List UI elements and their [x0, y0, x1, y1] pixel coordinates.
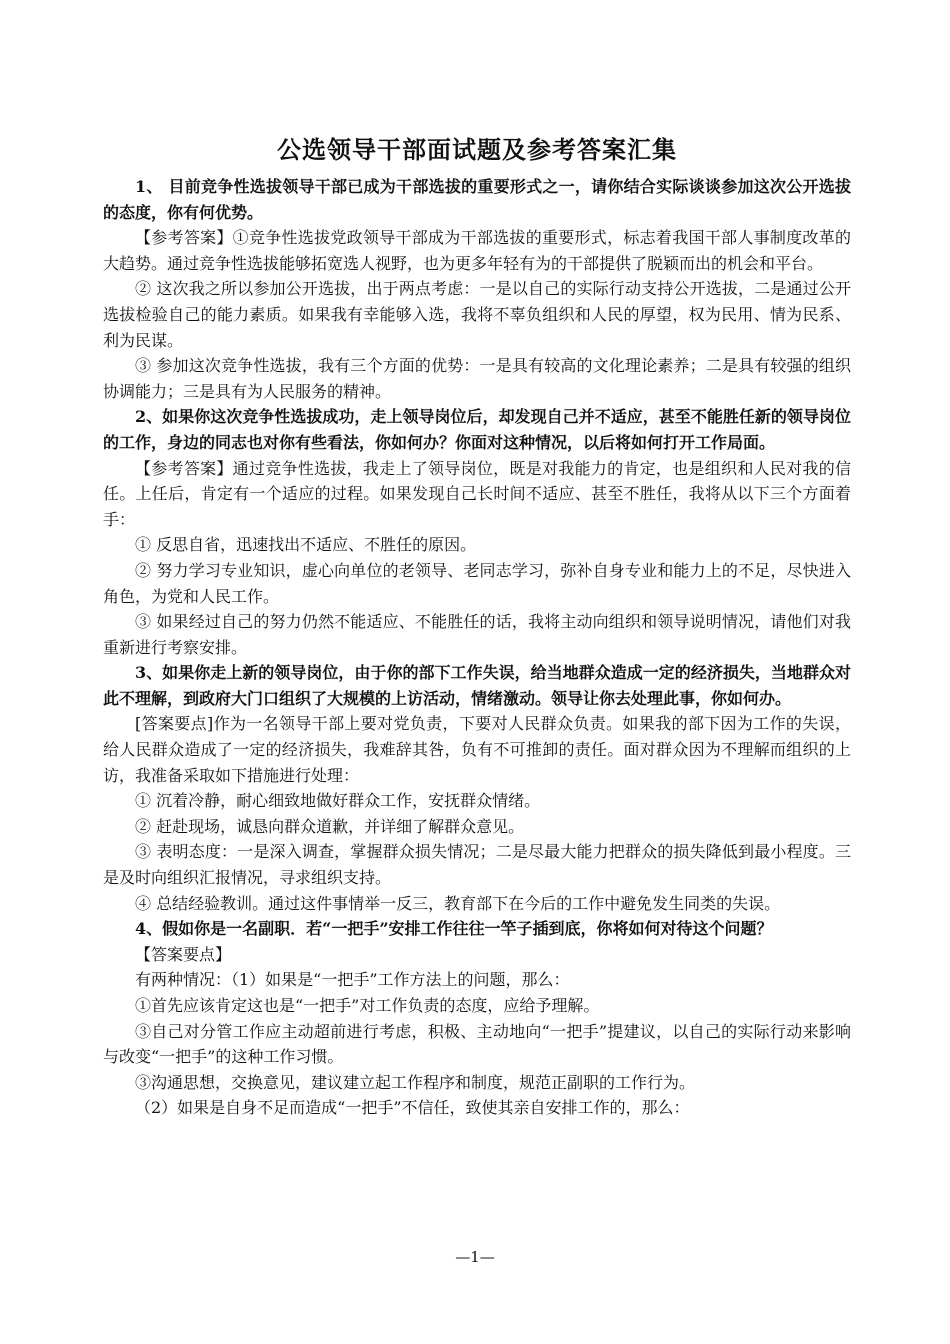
answer-paragraph: 【答案要点】: [135, 944, 232, 964]
question-paragraph: 1、 目前竞争性选拔领导干部已成为干部选拔的重要形式之一，请你结合实际谈谈参加这次公开选拔的态度，你有何优势。: [103, 177, 851, 222]
answer-paragraph: ③ 参加这次竞争性选拔，我有三个方面的优势：一是具有较高的文化理论素养；二是具有较强的组织协调能力；三是具有为人民服务的精神。: [103, 356, 851, 401]
answer-paragraph: （2）如果是自身不足而造成“一把手”不信任，致使其亲自安排工作的，那么：: [135, 1098, 690, 1118]
answer-paragraph: 【参考答案】①竞争性选拔党政领导干部成为干部选拔的重要形式，标志着我国干部人事制度改革的大趋势。通过竞争性选拔能够拓宽选人视野，也为更多年轻有为的干部提供了脱颖而出的机会和平台。: [103, 228, 851, 273]
answer-paragraph: ③ 如果经过自己的努力仍然不能适应、不能胜任的话，我将主动向组织和领导说明情况，请他们对我重新进行考察安排。: [103, 612, 851, 657]
question-paragraph: 4、假如你是一名副职．若“一把手”安排工作往往一竿子插到底，你将如何对待这个问题？: [135, 919, 773, 939]
answer-paragraph: ② 这次我之所以参加公开选拔，出于两点考虑：一是以自己的实际行动支持公开选拔，二是通过公开选拔检验自己的能力素质。如果我有幸能够入选，我将不辜负组织和人民的厚望，权为民用、情为民系、利为民谋。: [103, 279, 851, 350]
answer-paragraph: ① 反思自省，迅速找出不适应、不胜任的原因。: [135, 535, 477, 555]
answer-paragraph: ③ 表明态度：一是深入调查，掌握群众损失情况；二是尽最大能力把群众的损失降低到最小程度。三是及时向组织汇报情况，寻求组织支持。: [103, 842, 851, 888]
answer-paragraph: ③沟通思想，交换意见，建议建立起工作程序和制度，规范正副职的工作行为。: [135, 1072, 696, 1092]
question-paragraph: 3、如果你走上新的领导岗位，由于你的部下工作失误，给当地群众造成一定的经济损失，当地群众对此不理解，到政府大门口组织了大规模的上访活动，情绪激动。领导让你去处理此事，你如何办。: [103, 663, 851, 708]
page-number: —1—: [455, 1248, 495, 1266]
document-title: 公选领导干部面试题及参考答案汇集: [277, 135, 677, 164]
question-paragraph: 2、如果你这次竞争性选拔成功，走上领导岗位后，却发现自己并不适应，甚至不能胜任新的领导岗位的工作，身边的同志也对你有些看法，你如何办？你面对这种情况，以后将如何打开工作局面。: [103, 407, 851, 452]
answer-paragraph: 【参考答案】通过竞争性选拔，我走上了领导岗位，既是对我能力的肯定，也是组织和人民对我的信任。上任后，肯定有一个适应的过程。如果发现自己长时间不适应、甚至不胜任，我将从以下三个方面着手：: [103, 458, 851, 529]
answer-paragraph: 有两种情况：（1）如果是“一把手”工作方法上的问题，那么：: [135, 970, 570, 990]
answer-paragraph: ① 沉着冷静，耐心细致地做好群众工作，安抚群众情绪。: [135, 791, 541, 811]
document-page: [103, 130, 851, 1121]
answer-paragraph: ④ 总结经验教训。通过这件事情举一反三，教育部下在今后的工作中避免发生同类的失误。: [135, 893, 781, 913]
answer-paragraph: ①首先应该肯定这也是“一把手”对工作负责的态度，应给予理解。: [135, 996, 600, 1015]
answer-paragraph: ② 努力学习专业知识，虚心向单位的老领导、老同志学习，弥补自身专业和能力上的不足，尽快进入角色，为党和人民工作。: [103, 560, 851, 606]
answer-paragraph: ③自己对分管工作应主动超前进行考虑，积极、主动地向“一把手”提建议，以自己的实际行动来影响与改变“一把手”的这种工作习惯。: [103, 1021, 851, 1067]
answer-paragraph: [答案要点]作为一名领导干部上要对党负责，下要对人民群众负责。如果我的部下因为工作的失误，给人民群众造成了一定的经济损失，我难辞其咎，负有不可推卸的责任。面对群众因为不理解而组织的上访，我准备采取如下措施进行处理：: [103, 714, 851, 785]
answer-paragraph: ② 赶赴现场，诚恳向群众道歉，并详细了解群众意见。: [135, 816, 525, 836]
document-body: [103, 174, 851, 1121]
